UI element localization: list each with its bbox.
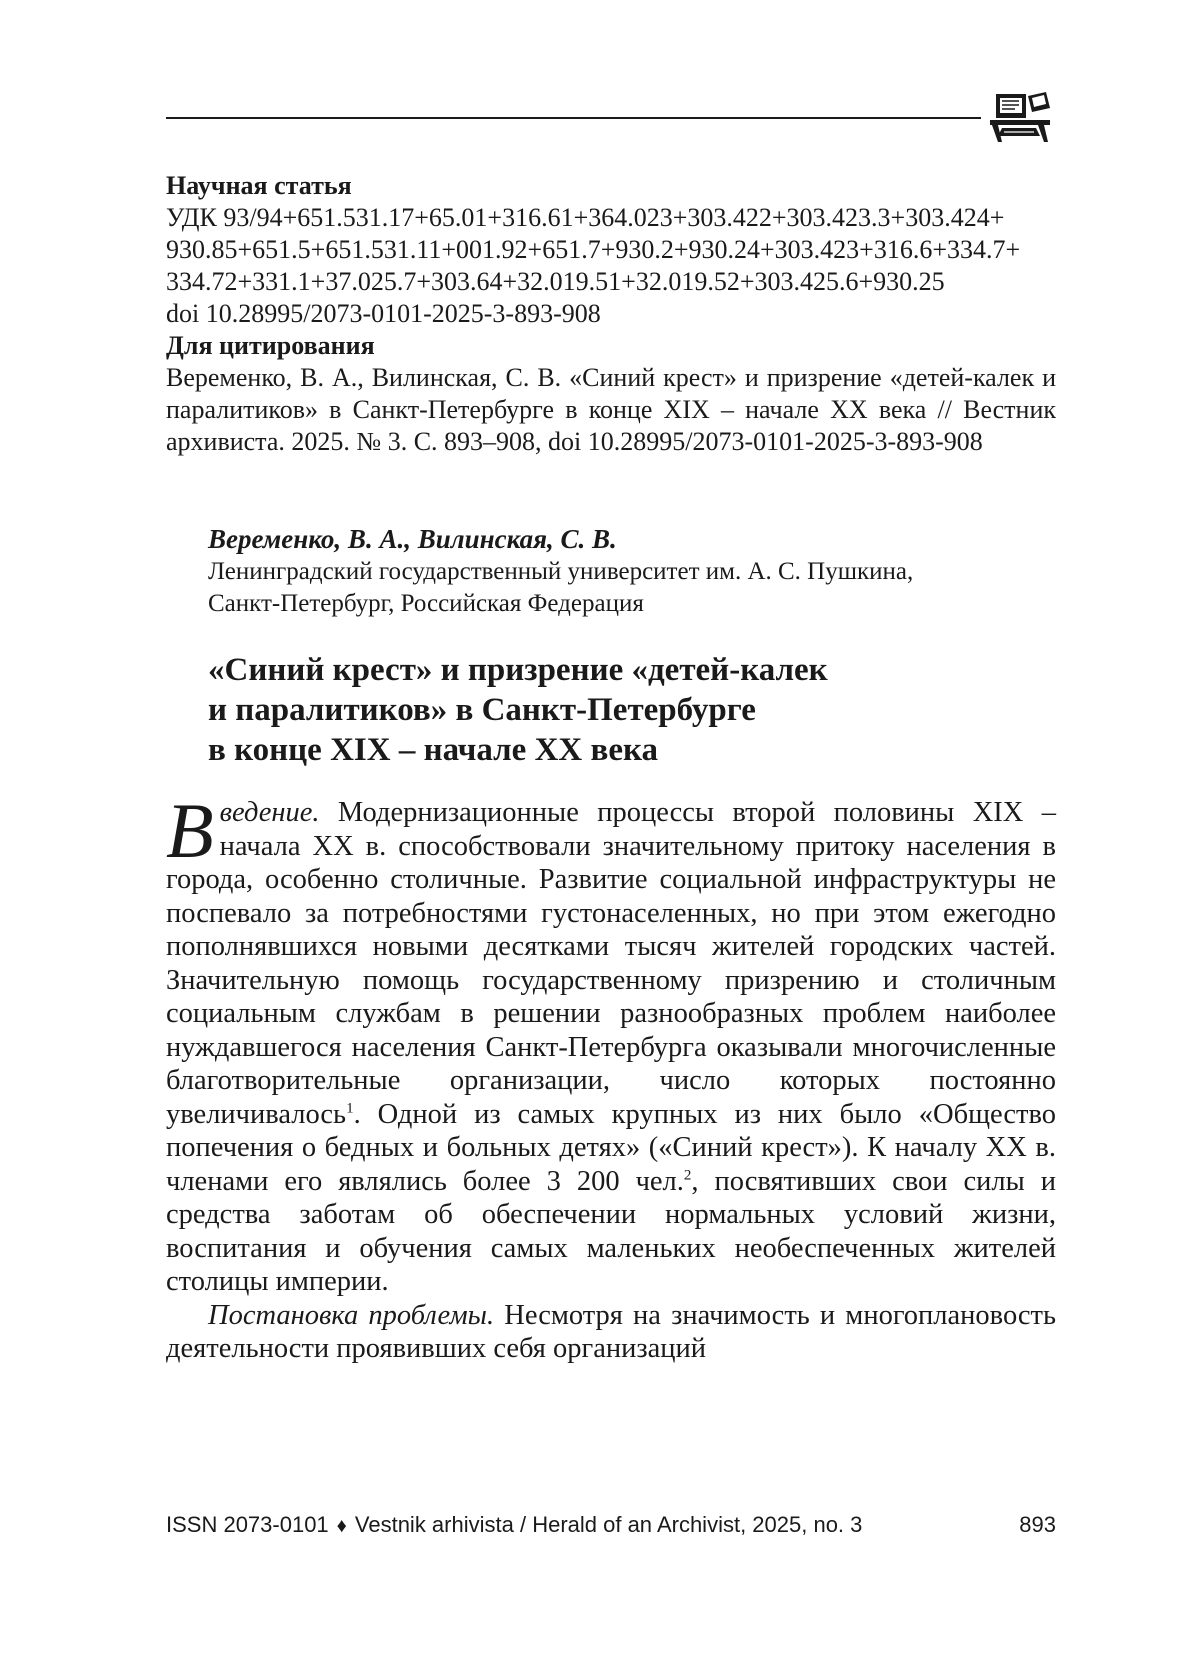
diamond-separator-icon: ♦: [336, 1515, 347, 1537]
doi: doi 10.28995/2073-0101-2025-3-893-908: [166, 299, 601, 328]
udc-line-1: УДК 93/94+651.531.17+65.01+316.61+364.023+303.422+303.423.3+303.424+: [166, 203, 1005, 232]
author-names: Веременко, В. А., Вилинская, С. В.: [208, 524, 617, 554]
page-footer: [166, 1512, 1056, 1544]
affiliation-line-2: Санкт-Петербург, Российская Федерация: [208, 590, 644, 617]
header-rule: [166, 117, 981, 119]
title-line-1: «Синий крест» и призрение «детей-калек: [208, 652, 828, 688]
paragraph-problem: [166, 1299, 1056, 1366]
drop-cap: В: [166, 787, 214, 874]
intro-text-c: , посвятивших свои силы и средства заботам об обеспечении нормальных условий жизни, воспитания и обучения самых маленьких необеспеченных жителей столицы империи.: [166, 1165, 1056, 1297]
udc-line-2: 930.85+651.5+651.531.11+001.92+651.7+930.2+930.24+303.423+316.6+334.7+: [166, 235, 1021, 264]
intro-label: ведение.: [219, 797, 320, 828]
citation-heading: Для цитирования: [166, 331, 375, 360]
computer-desk-icon: [988, 90, 1054, 146]
issn: ISSN 2073-0101: [166, 1512, 329, 1537]
page-number: 893: [1019, 1512, 1056, 1537]
intro-text-a: Модернизационные процессы второй половины XIX – начала XX в. способствовали значительному притоку населения в города, особенно столичные. Развитие социальной инфраструктуры не поспевало за потребностями густонаселенных, но при этом ежегодно пополнявшихся новыми десятками тысяч жителей городских частей. Значительную помощь государственному призрению и столичным социальным службам в решении разнообразных проблем наиболее нуждавшегося населения Санкт-Петербурга оказывали многочисленные благотворительные организации, число которых постоянно увеличивалось: [166, 797, 1056, 1130]
journal-name: Vestnik arhivista / Herald of an Archivist, 2025, no. 3: [354, 1512, 863, 1537]
title-line-2: и паралитиков» в Санкт-Петербурге: [208, 692, 756, 728]
problem-label: Постановка проблемы.: [208, 1299, 495, 1331]
article-type: Научная статья: [166, 171, 352, 200]
affiliation-line-1: Ленинградский государственный университет им. А. С. Пушкина,: [208, 558, 914, 585]
intro-text-b: . Одной из самых крупных из них было «Общество попечения о бедных и больных детях» («Синий крест»). К началу XX в. членами его являлись более 3 200 чел.: [166, 1098, 1056, 1197]
footnote-ref-2[interactable]: 2: [683, 1167, 692, 1183]
article-body: [166, 787, 1057, 1366]
citation-text: Веременко, В. А., Вилинская, С. В. «Синий крест» и призрение «детей-калек и паралитиков» в Санкт-Петербурге в конце XIX – начале XX века // Вестник архивиста. 2025. № 3. С. 893–908, doi 10.28995/2073-0101-2025-3-893-908: [166, 363, 1056, 456]
author-block: [208, 522, 1048, 620]
article-metadata: [166, 170, 1056, 458]
title-line-3: в конце XIX – начале XX века: [208, 732, 658, 768]
footnote-ref-1[interactable]: 1: [346, 1100, 354, 1116]
udc-line-3: 334.72+331.1+37.025.7+303.64+32.019.51+32.019.52+303.425.6+930.25: [166, 267, 945, 296]
article-title: [208, 650, 1028, 770]
journal-info: [166, 1512, 862, 1538]
paragraph-introduction: [166, 787, 1056, 1299]
problem-text: Несмотря на значимость и многоплановость деятельности проявивших себя организаций: [166, 1299, 1057, 1364]
